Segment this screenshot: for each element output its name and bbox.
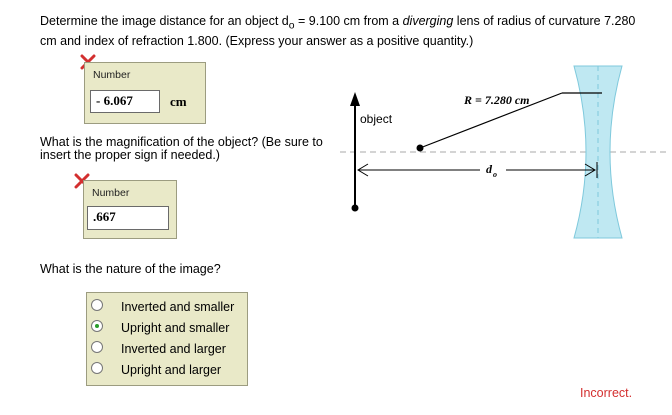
answer-2-box [83, 180, 177, 239]
question-1-part3: lens of radius of curvature 7.280 cm and index of refraction 1.800. (Express your answer as a positive quantity.) [40, 14, 636, 48]
question-1-subscript: o [288, 20, 295, 32]
answer-1-unit: cm [170, 94, 187, 109]
choice-upright-smaller[interactable] [91, 318, 241, 338]
choice-upright-larger[interactable] [91, 360, 241, 380]
distance-subscript: o [493, 170, 497, 179]
feedback-incorrect: Incorrect. [580, 386, 633, 400]
question-2-text: What is the magnification of the object? (Be sure to insert the proper sign if needed.) [40, 135, 323, 162]
radio-button-selected[interactable] [91, 320, 103, 332]
lens-diagram [340, 60, 670, 250]
question-1-part2: = 9.100 cm from a [294, 14, 403, 28]
answer-2-label: Number [92, 187, 130, 199]
answer-1-box [84, 62, 206, 124]
choice-inverted-smaller[interactable] [91, 297, 241, 317]
nature-choices [86, 292, 248, 386]
radio-button[interactable] [91, 299, 103, 311]
question-1-italic: diverging [402, 14, 454, 28]
distance-label: d [486, 162, 492, 176]
choice-label: Inverted and smaller [121, 300, 235, 314]
object-arrowhead [350, 92, 360, 106]
question-3-text: What is the nature of the image? [40, 262, 221, 276]
radio-button[interactable] [91, 341, 103, 353]
choice-label: Upright and smaller [121, 321, 230, 335]
answer-1-input[interactable]: - 6.067 [90, 90, 160, 113]
radio-button[interactable] [91, 362, 103, 374]
choice-label: Inverted and larger [121, 342, 226, 356]
answer-1-label: Number [93, 69, 131, 81]
object-label: object [360, 112, 393, 126]
choice-inverted-larger[interactable] [91, 339, 241, 359]
answer-2-input[interactable]: .667 [87, 206, 169, 230]
radius-label: R = 7.280 cm [464, 93, 530, 107]
object-base-dot [352, 205, 359, 212]
radius-center-dot [417, 145, 424, 152]
question-1-part1: Determine the image distance for an object d [40, 14, 289, 28]
choice-label: Upright and larger [121, 363, 222, 377]
question-1-text [40, 14, 640, 49]
